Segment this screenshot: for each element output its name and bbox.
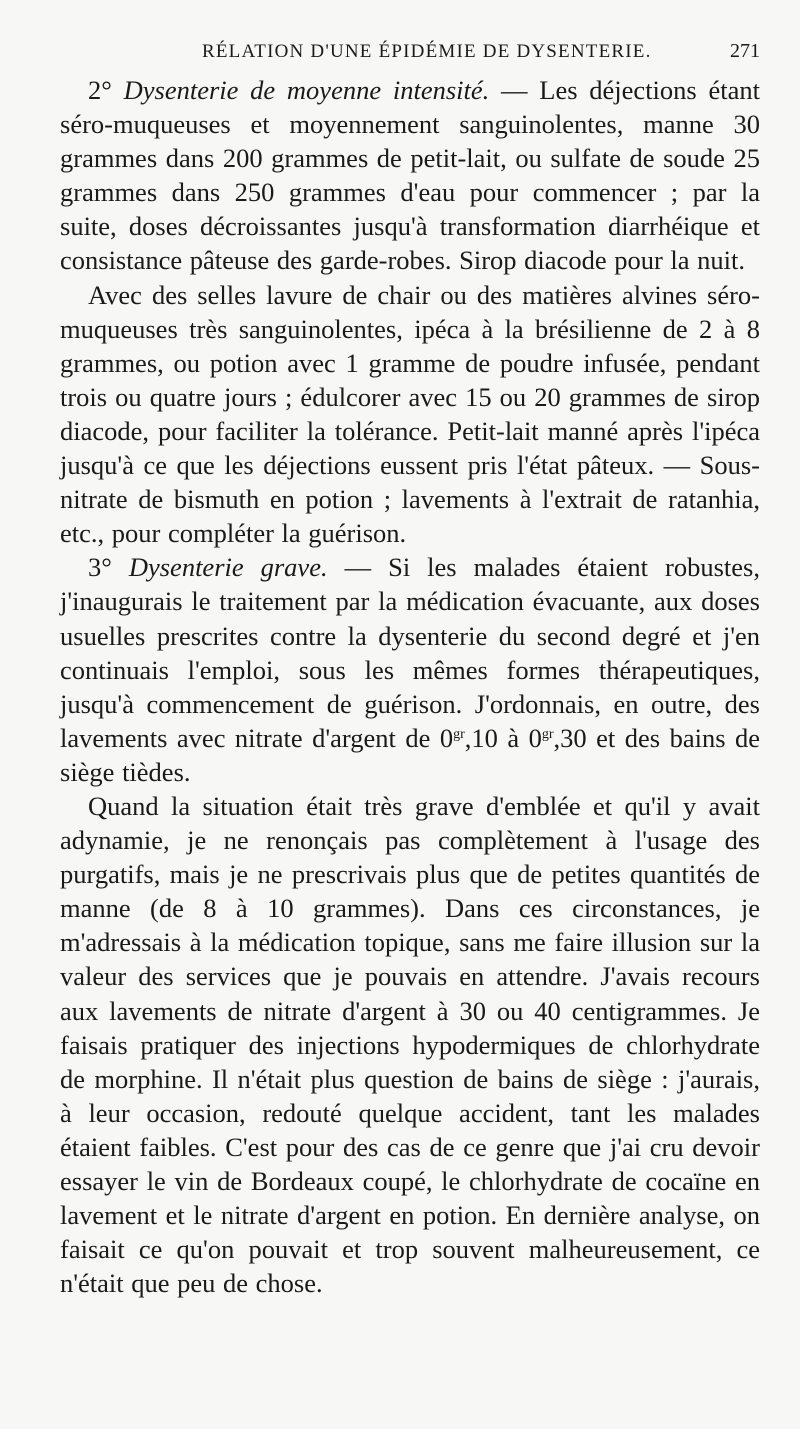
book-page [60,40,760,1300]
section-title-moderate: Dysenterie de moyenne intensité. [123,75,490,105]
body-text [60,73,760,1300]
running-title: RÉLATION D'UNE ÉPIDÉMIE DE DYSENTERIE. [202,41,652,62]
section-title-severe: Dysenterie grave. [128,552,328,583]
paragraph-very-severe-cases: Quand la situation était très grave d'emblée et qu'il y avait adynamie, je ne renonçais pas complètement à l'usage des purgatifs, mais je ne prescrivais plus que de petites quantités de manne (de 8 à 10 grammes). Dans ces circonstances, je m'adressais à la médication topique, sans me faire illusion sur la valeur des services que je pouvais en attendre. J'avais recours aux lavements de nitrate d'argent à 30 ou 40 centigrammes. Je faisais pratiquer des injections hypodermiques de chlorhydrate de morphine. Il n'était plus question de bains de siège : j'aurais, à leur occasion, redouté quelque accident, tant les malades étaient faibles. C'est pour des cas de ce genre que j'ai cru devoir essayer le vin de Bordeaux coupé, le chlorhydrate de cocaïne en lavement et le nitrate d'argent en potion. En dernière analyse, on faisait ce qu'on pouvait et trop souvent malheureusement, ce n'était que peu de chose. [60,790,760,1299]
paragraph-text: ,30 et des bains de siège tièdes. [60,722,760,787]
running-header [60,40,760,63]
paragraph-text: ,10 à 0 [464,722,542,753]
paragraph-moderate-dysentery [60,73,760,278]
paragraph-severe-dysentery [60,550,760,789]
page-number: 271 [730,40,760,62]
unit-superscript: gr [541,726,554,742]
paragraph-ipeca-treatment: Avec des selles lavure de chair ou des matières alvines séro-muqueuses très sanguinolentes, ipéca à la brésilienne de 2 à 8 grammes, ou potion avec 1 gramme de poudre infusée, pendant trois ou quatre jours ; édulcorer avec 15 ou 20 grammes de sirop diacode, pour faciliter la tolérance. Petit-lait manné après l'ipéca jusqu'à ce que les déjections eussent pris l'état pâteux. — Sous-nitrate de bismuth en potion ; lavements à l'extrait de ratanhia, etc., pour compléter la guérison. [60,279,760,549]
section-number: 2° [88,75,124,105]
section-number: 3° [88,552,129,583]
paragraph-text: — Les déjections étant séro-muqueuses et moyennement sanguinolentes, manne 30 grammes dans 200 grammes de petit-lait, ou sulfate de soude 25 grammes dans 250 grammes d'eau pour commencer ; par la suite, doses décroissantes jusqu'à transformation diarrhéique et consistance pâteuse des garde-robes. Sirop diacode pour la nuit. [60,75,760,276]
paragraph-text: — Si les malades étaient robustes, j'inaugurais le traitement par la médication évacuante, aux doses usuelles prescrites contre la dysenterie du second degré et j'en continuais l'emploi, sous les mêmes formes thérapeutiques, jusqu'à commencement de guérison. J'ordonnais, en outre, des lavements avec nitrate d'argent de 0 [60,552,760,753]
unit-superscript: gr [453,726,465,742]
